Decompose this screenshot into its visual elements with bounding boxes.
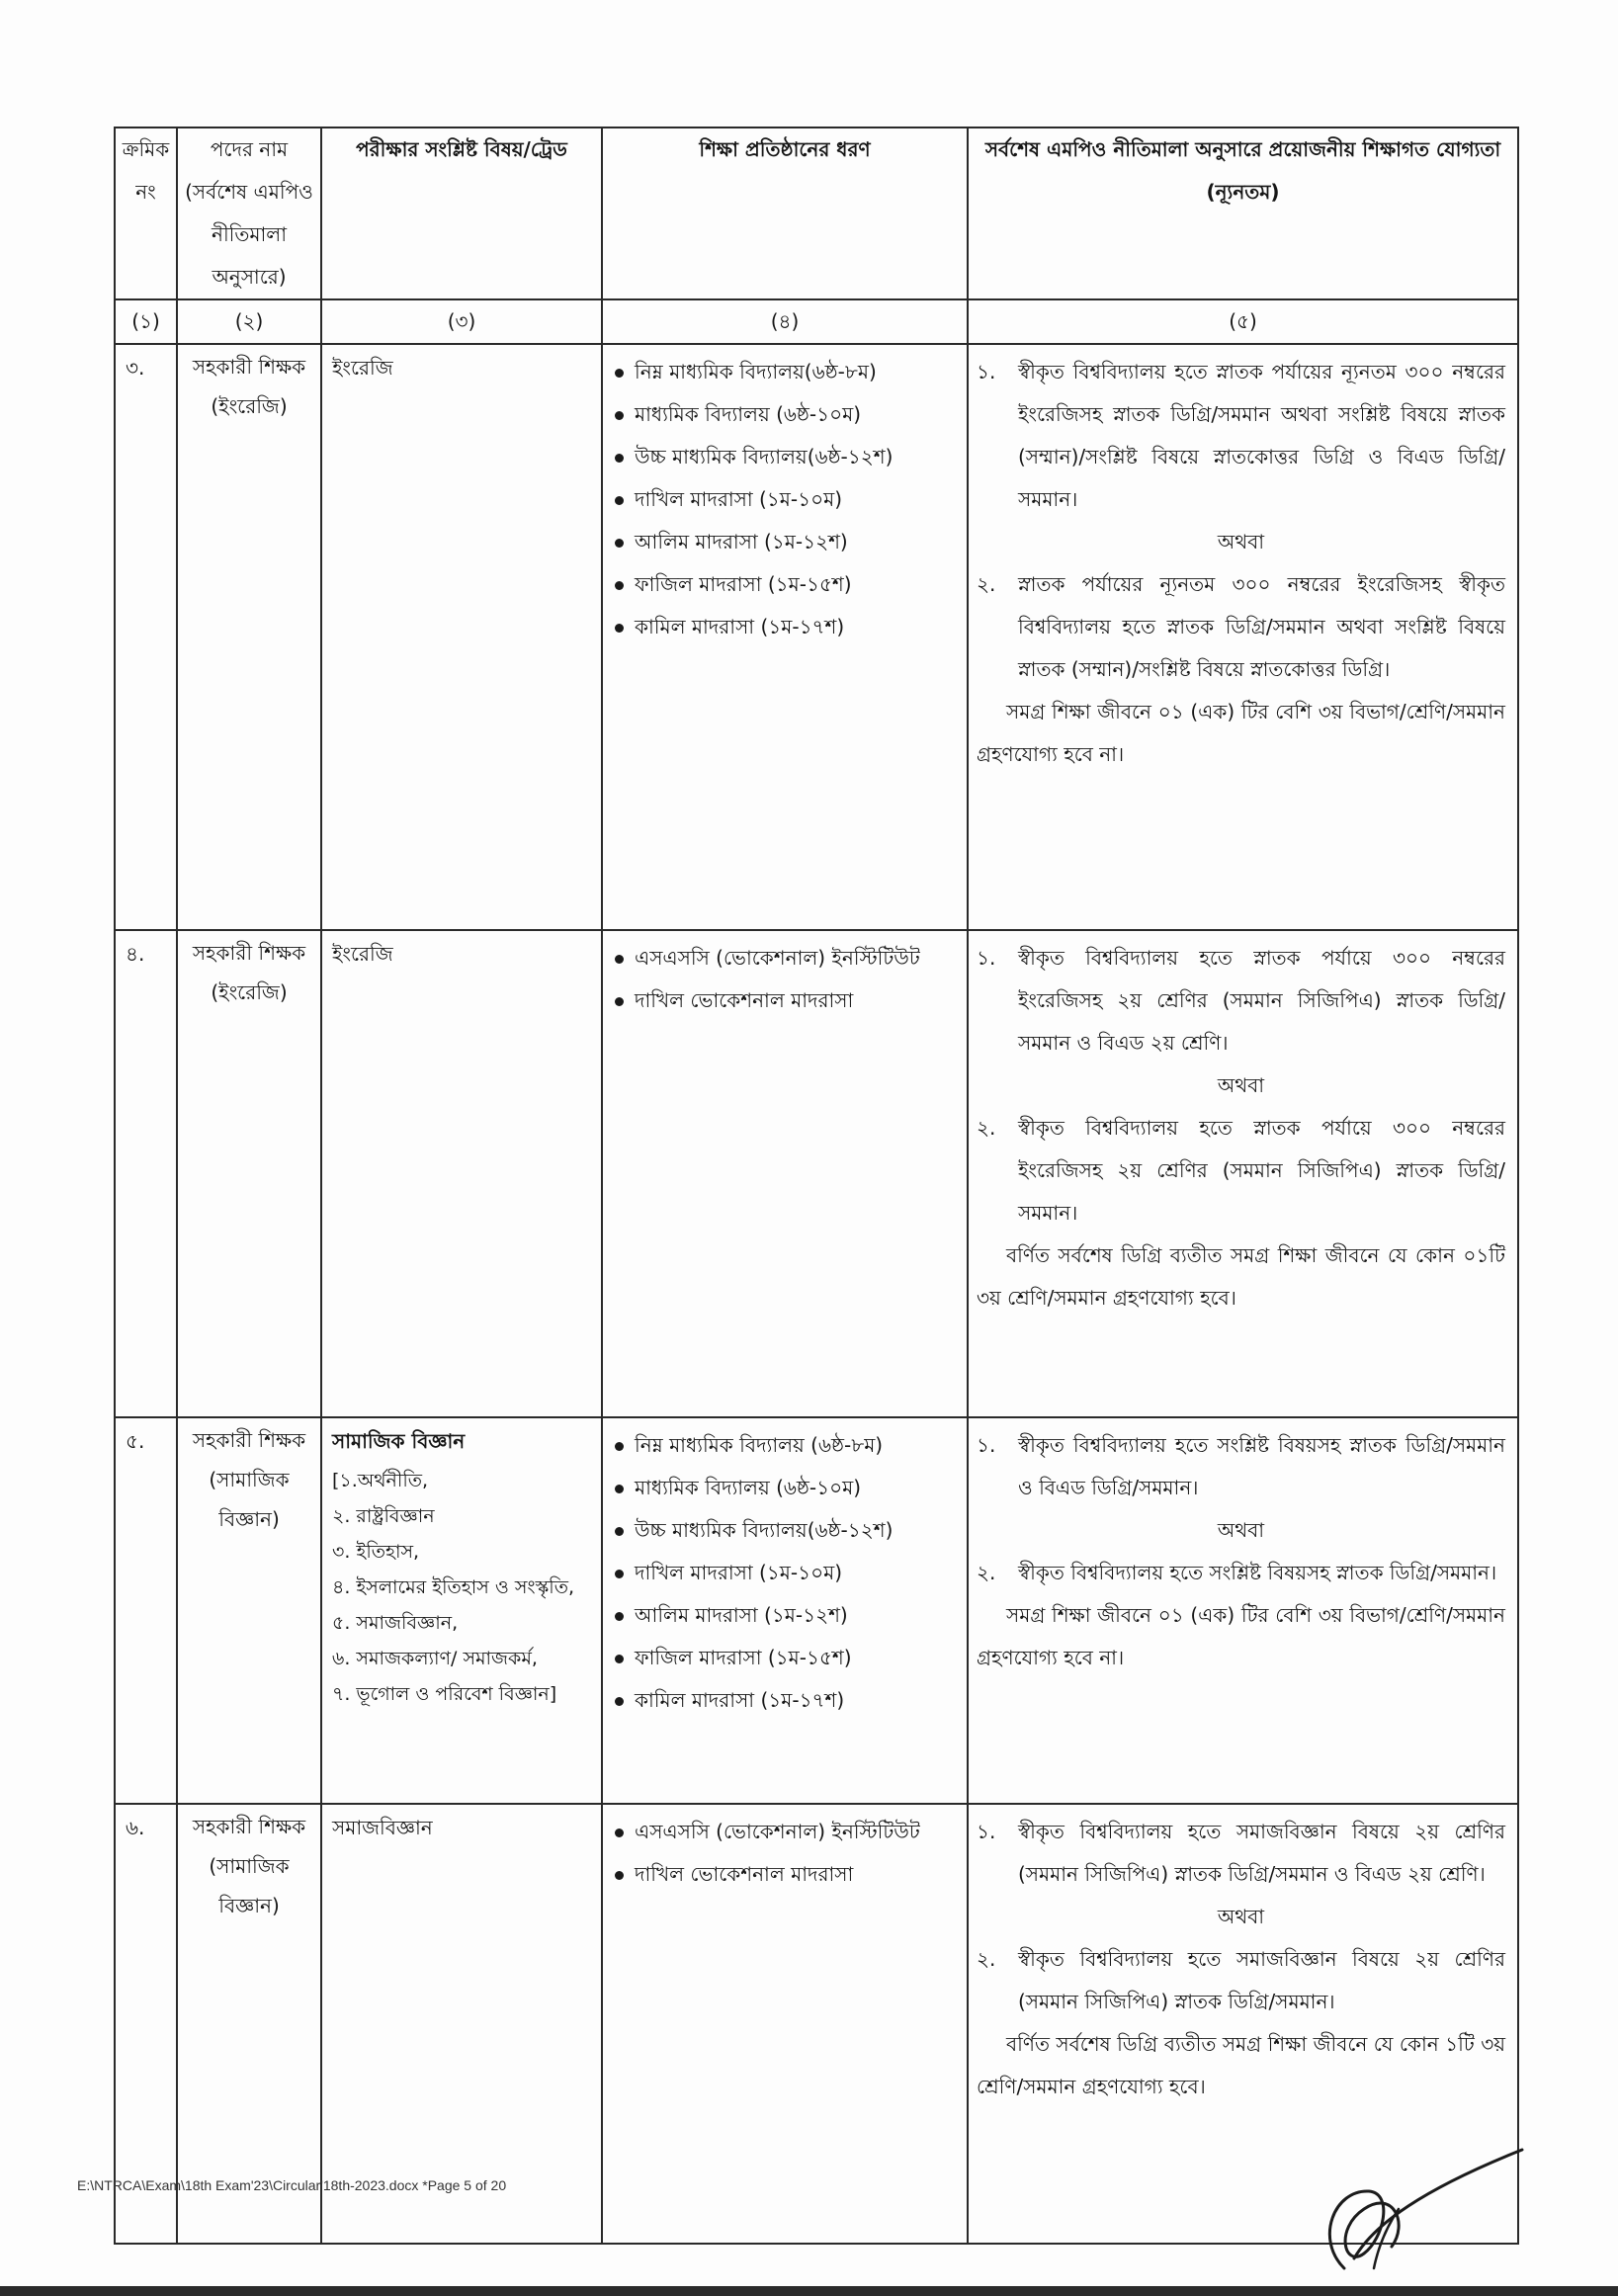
institution-cell (602, 1804, 968, 2244)
institution-item: দাখিল ভোকেশনাল মাদরাসা (613, 979, 967, 1022)
institution-item: নিম্ন মাধ্যমিক বিদ্যালয়(৬ষ্ঠ-৮ম) (613, 351, 967, 393)
institution-item: কামিল মাদরাসা (১ম-১৭শ) (613, 606, 967, 648)
institution-cell (602, 344, 968, 930)
qualification-option (977, 1938, 1505, 2023)
qualification-note: বর্ণিত সর্বশেষ ডিগ্রি ব্যতীত সমগ্র শিক্ষা জীবনে যে কোন ০১টি ৩য় শ্রেণি/সমমান গ্রহণযোগ্য হবে। (977, 1243, 1505, 1310)
subject-item: ৭. ভূগোল ও পরিবেশ বিজ্ঞান] (332, 1683, 557, 1705)
institution-cell (602, 1417, 968, 1804)
column-number-row (115, 299, 1518, 344)
option-number: ২. (977, 572, 996, 596)
option-number: ১. (977, 1820, 996, 1843)
institution-item: দাখিল ভোকেশনাল মাদরাসা (613, 1853, 967, 1896)
option-text: স্নাতক পর্যায়ের ন্যূনতম ৩০০ নম্বরের ইংরেজিসহ স্বীকৃত বিশ্ববিদ্যালয় হতে স্নাতক ডিগ্রি/সমমান অথবা সংশ্লিষ্ট বিষয়ে স্নাতক (সম্মান)/সংশ্লিষ্ট বিষয়ে স্নাতকোত্তর ডিগ্রি। (1018, 572, 1505, 681)
subject-name: সামাজিক বিজ্ঞান (332, 1429, 466, 1453)
institution-list (603, 937, 967, 1022)
institution-list (603, 351, 967, 648)
column-number: (২) (177, 299, 321, 344)
institution-list (603, 1424, 967, 1722)
institution-item: দাখিল মাদরাসা (১ম-১০ম) (613, 1552, 967, 1594)
serial-number: ৬. (115, 1804, 177, 2244)
signature-mark (1275, 2130, 1532, 2278)
institution-list (603, 1811, 967, 1896)
header-post-name: পদের নাম (সর্বশেষ এমপিও নীতিমালা অনুসারে) (177, 128, 321, 299)
or-separator: অথবা (1217, 1518, 1265, 1542)
column-number: (১) (115, 299, 177, 344)
option-text: স্বীকৃত বিশ্ববিদ্যালয় হতে স্নাতক পর্যায়ে ৩০০ নম্বরের ইংরেজিসহ ২য় শ্রেণির (সমমান সিজিপিএ) স্নাতক ডিগ্রি/সমমান ও বিএড ২য় শ্রেণি। (1018, 946, 1505, 1055)
qualification-option (977, 1552, 1505, 1594)
table-row (115, 1417, 1518, 1804)
option-number: ১. (977, 946, 996, 970)
serial-number: ৩. (115, 344, 177, 930)
serial-number: ৫. (115, 1417, 177, 1804)
qualification-option (977, 563, 1505, 691)
subject-cell (321, 1417, 602, 1804)
option-number: ২. (977, 1561, 996, 1584)
qualification-note: সমগ্র শিক্ষা জীবনে ০১ (এক) টির বেশি ৩য় বিভাগ/শ্রেণি/সমমান গ্রহণযোগ্য হবে না। (977, 1603, 1505, 1669)
table-header-row (115, 128, 1518, 299)
scan-edge (0, 2286, 1618, 2296)
subject-item: ৫. সমাজবিজ্ঞান, (332, 1612, 459, 1634)
institution-item: নিম্ন মাধ্যমিক বিদ্যালয় (৬ষ্ঠ-৮ম) (613, 1424, 967, 1467)
header-serial: ক্রমিক নং (115, 128, 177, 299)
institution-item: মাধ্যমিক বিদ্যালয় (৬ষ্ঠ-১০ম) (613, 1467, 967, 1509)
header-subject: পরীক্ষার সংশ্লিষ্ট বিষয়/ট্রেড (321, 128, 602, 299)
institution-item: উচ্চ মাধ্যমিক বিদ্যালয়(৬ষ্ঠ-১২শ) (613, 1509, 967, 1552)
subject-item: ২. রাষ্ট্রবিজ্ঞান (332, 1505, 435, 1527)
institution-item: কামিল মাদরাসা (১ম-১৭শ) (613, 1679, 967, 1722)
institution-item: উচ্চ মাধ্যমিক বিদ্যালয়(৬ষ্ঠ-১২শ) (613, 436, 967, 478)
option-text: স্বীকৃত বিশ্ববিদ্যালয় হতে সংশ্লিষ্ট বিষয়সহ স্নাতক ডিগ্রি/সমমান। (1018, 1561, 1497, 1584)
subject-cell (321, 930, 602, 1417)
header-institution-type: শিক্ষা প্রতিষ্ঠানের ধরণ (602, 128, 968, 299)
option-text: স্বীকৃত বিশ্ববিদ্যালয় হতে স্নাতক পর্যায়ে ৩০০ নম্বরের ইংরেজিসহ ২য় শ্রেণির (সমমান সিজিপিএ) স্নাতক ডিগ্রি/সমমান। (1018, 1116, 1505, 1225)
option-text: স্বীকৃত বিশ্ববিদ্যালয় হতে সমাজবিজ্ঞান বিষয়ে ২য় শ্রেণির (সমমান সিজিপিএ) স্নাতক ডিগ্রি/সমমান ও বিএড ২য় শ্রেণি। (1018, 1820, 1505, 1886)
institution-item: ফাজিল মাদরাসা (১ম-১৫শ) (613, 563, 967, 606)
institution-cell (602, 930, 968, 1417)
qualification-option (977, 937, 1505, 1064)
post-name: সহকারী শিক্ষক (ইংরেজি) (177, 344, 321, 930)
institution-item: এসএসসি (ভোকেশনাল) ইনস্টিটিউট (613, 937, 967, 979)
header-qualification: সর্বশেষ এমপিও নীতিমালা অনুসারে প্রয়োজনীয় শিক্ষাগত যোগ্যতা (ন্যূনতম) (968, 128, 1518, 299)
column-number: (৪) (602, 299, 968, 344)
qualification-option (977, 1107, 1505, 1234)
or-separator: অথবা (1217, 1073, 1265, 1097)
institution-item: আলিম মাদরাসা (১ম-১২শ) (613, 1594, 967, 1637)
option-number: ১. (977, 1433, 996, 1457)
subject-item: ৬. সমাজকল্যাণ/ সমাজকর্ম, (332, 1648, 538, 1669)
subject-item: ৩. ইতিহাস, (332, 1541, 420, 1563)
subject-name: ইংরেজি (332, 356, 393, 380)
qualification-option (977, 1424, 1505, 1509)
qualification-cell (968, 1417, 1518, 1804)
qualification-option (977, 351, 1505, 521)
subject-name: সমাজবিজ্ঞান (332, 1816, 433, 1839)
qualification-cell (968, 930, 1518, 1417)
option-number: ২. (977, 1947, 996, 1971)
qualification-table (114, 127, 1519, 2245)
subject-item: ৪. ইসলামের ইতিহাস ও সংস্কৃতি, (332, 1576, 575, 1598)
institution-item: মাধ্যমিক বিদ্যালয় (৬ষ্ঠ-১০ম) (613, 393, 967, 436)
file-path-footer: E:\NTRCA\Exam\18th Exam'23\Circular'18th-2023.docx *Page 5 of 20 (77, 2177, 507, 2193)
institution-item: এসএসসি (ভোকেশনাল) ইনস্টিটিউট (613, 1811, 967, 1853)
option-text: স্বীকৃত বিশ্ববিদ্যালয় হতে সংশ্লিষ্ট বিষয়সহ স্নাতক ডিগ্রি/সমমান ও বিএড ডিগ্রি/সমমান। (1018, 1433, 1505, 1499)
subject-name: ইংরেজি (332, 942, 393, 966)
option-text: স্বীকৃত বিশ্ববিদ্যালয় হতে সমাজবিজ্ঞান বিষয়ে ২য় শ্রেণির (সমমান সিজিপিএ) স্নাতক ডিগ্রি/সমমান। (1018, 1947, 1505, 2013)
column-number: (৩) (321, 299, 602, 344)
or-separator: অথবা (1217, 1905, 1265, 1928)
post-name: সহকারী শিক্ষক (ইংরেজি) (177, 930, 321, 1417)
option-text: স্বীকৃত বিশ্ববিদ্যালয় হতে স্নাতক পর্যায়ের ন্যূনতম ৩০০ নম্বরের ইংরেজিসহ স্নাতক ডিগ্রি/সমমান অথবা সংশ্লিষ্ট বিষয়ে স্নাতক (সম্মান)/সংশ্লিষ্ট বিষয়ে স্নাতকোত্তর ডিগ্রি ও বিএড ডিগ্রি/সমমান। (1018, 360, 1505, 511)
table-row (115, 344, 1518, 930)
institution-item: দাখিল মাদরাসা (১ম-১০ম) (613, 478, 967, 521)
qualification-option (977, 1811, 1505, 1896)
qualification-note: বর্ণিত সর্বশেষ ডিগ্রি ব্যতীত সমগ্র শিক্ষা জীবনে যে কোন ১টি ৩য় শ্রেণি/সমমান গ্রহণযোগ্য হবে। (977, 2032, 1505, 2098)
qualification-cell (968, 344, 1518, 930)
column-number: (৫) (968, 299, 1518, 344)
institution-item: আলিম মাদরাসা (১ম-১২শ) (613, 521, 967, 563)
subject-item: [১.অর্থনীতি, (332, 1470, 429, 1491)
qualification-note: সমগ্র শিক্ষা জীবনে ০১ (এক) টির বেশি ৩য় বিভাগ/শ্রেণি/সমমান গ্রহণযোগ্য হবে না। (977, 700, 1505, 766)
post-name: সহকারী শিক্ষক (সামাজিক বিজ্ঞান) (177, 1804, 321, 2244)
post-name: সহকারী শিক্ষক (সামাজিক বিজ্ঞান) (177, 1417, 321, 1804)
option-number: ২. (977, 1116, 996, 1140)
table-row (115, 930, 1518, 1417)
subject-cell (321, 344, 602, 930)
option-number: ১. (977, 360, 996, 383)
table-body (115, 344, 1518, 2244)
or-separator: অথবা (1217, 530, 1265, 553)
serial-number: ৪. (115, 930, 177, 1417)
institution-item: ফাজিল মাদরাসা (১ম-১৫শ) (613, 1637, 967, 1679)
